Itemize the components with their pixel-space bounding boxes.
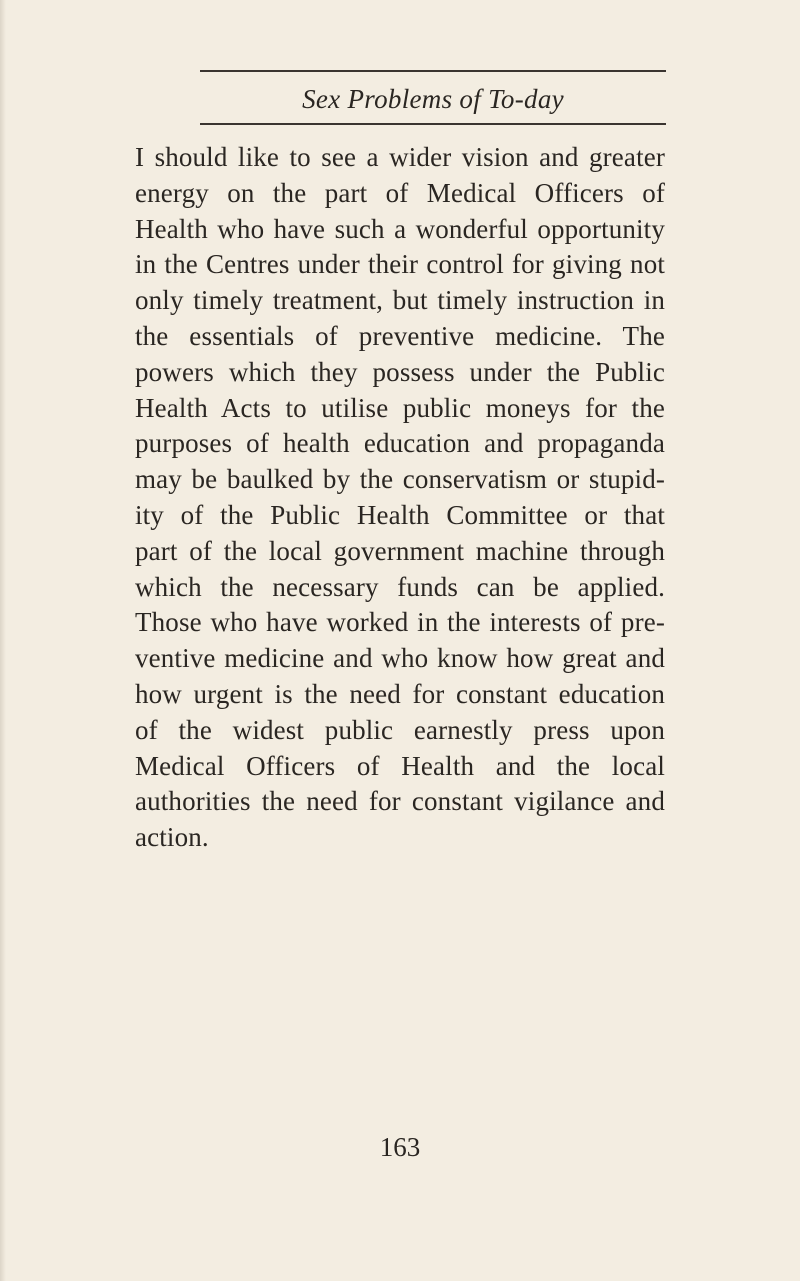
running-head: Sex Problems of To-day: [302, 84, 564, 114]
text-line: which the necessary funds can be applied.: [135, 571, 665, 602]
text-line: ity of the Public Health Committee or that: [135, 499, 665, 530]
header-rule-top: [200, 70, 666, 72]
text-line: purposes of health education and propaganda: [135, 428, 665, 459]
text-line: energy on the part of Medical Officers of: [135, 177, 665, 208]
text-line: may be baulked by the conservatism or stupid-: [135, 464, 665, 495]
text-line: Health who have such a wonderful opportunity: [135, 213, 665, 244]
header-rule-bottom: [200, 123, 666, 125]
text-line: action.: [135, 822, 209, 853]
text-line: part of the local government machine through: [135, 535, 665, 566]
text-line: authorities the need for constant vigilance and: [135, 786, 665, 817]
text-line: I should like to see a wider vision and greater: [135, 142, 665, 172]
text-line: of the widest public earnestly press upon: [135, 714, 665, 745]
body-paragraph: [135, 140, 665, 856]
page-edge-shadow: [0, 0, 6, 1281]
page-number: 163: [379, 1132, 421, 1162]
text-line: powers which they possess under the Public: [135, 356, 665, 387]
text-line: Those who have worked in the interests of pre-: [135, 607, 665, 638]
text-line: in the Centres under their control for giving not: [135, 249, 665, 280]
text-line: ventive medicine and who know how great and: [135, 643, 665, 674]
text-line: how urgent is the need for constant education: [135, 678, 665, 709]
text-line: the essentials of preventive medicine. The: [135, 320, 665, 351]
text-line: Health Acts to utilise public moneys for the: [135, 392, 665, 423]
text-line: only timely treatment, but timely instruction in: [135, 285, 665, 316]
text-line: Medical Officers of Health and the local: [135, 750, 665, 781]
